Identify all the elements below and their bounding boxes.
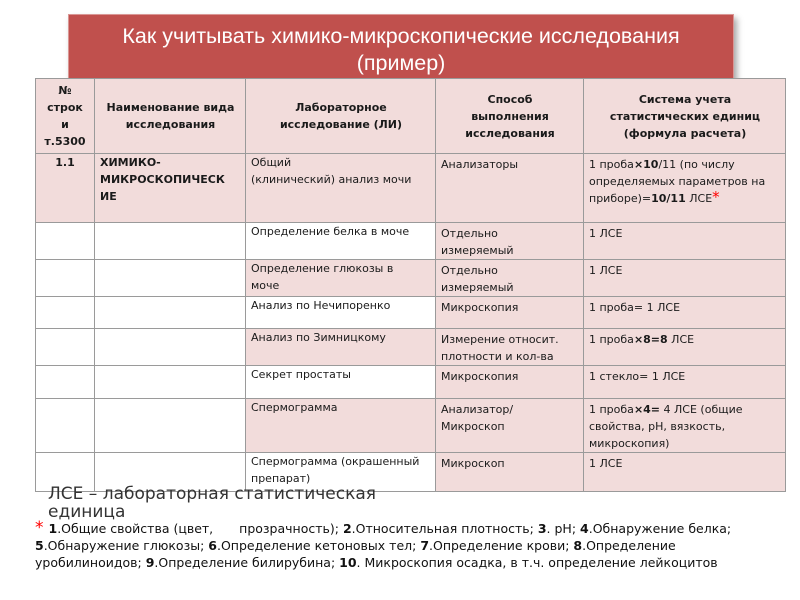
header-test-type	[95, 79, 246, 154]
cell-test-type	[95, 329, 246, 366]
bold-text: 5	[35, 538, 44, 553]
table-row	[36, 329, 786, 366]
title-banner	[68, 14, 734, 84]
text-run: уробилиноидов;	[35, 555, 146, 570]
cell-formula	[584, 329, 786, 366]
cell-line: исследования	[125, 118, 216, 131]
cell-line: и	[61, 118, 69, 131]
bold-text: 10/11	[651, 192, 686, 205]
formula-line	[589, 418, 781, 435]
bold-text: 7	[420, 538, 430, 553]
text-run: прозрачность);	[239, 521, 343, 536]
header-formula	[584, 79, 786, 154]
title-line-1: Как учитывать химико-микроскопические исследования	[122, 24, 680, 48]
cell-line: исследования	[465, 126, 555, 140]
header-method	[436, 79, 584, 154]
cell-line: Отдельно	[441, 227, 498, 240]
text-run: 1 ЛСЕ	[589, 227, 623, 240]
cell-line: Спермограмма (окрашенный	[251, 455, 420, 468]
text-run: .Определение	[582, 538, 676, 553]
footnote-asterisk: *	[712, 188, 720, 206]
cell-line: (клинический) анализ мочи	[251, 173, 412, 186]
text-run: .Определение крови;	[429, 538, 574, 553]
cell-test-type	[95, 260, 246, 297]
cell-line: Измерение относит.	[441, 333, 559, 346]
cell-line: ХИМИКО-	[100, 156, 161, 169]
formula-line	[589, 156, 781, 173]
cell-line-number	[36, 260, 95, 297]
table-row	[36, 260, 786, 297]
table-row	[36, 223, 786, 260]
header-lab-test	[246, 79, 436, 154]
footnote-asterisk: *	[35, 518, 44, 538]
text-run: .Обнаружение белка;	[588, 521, 732, 536]
bold-text: ×10	[633, 158, 659, 171]
cell-line: плотности и кол-ва	[441, 350, 554, 363]
cell-test-type	[95, 366, 246, 399]
cell-formula	[584, 366, 786, 399]
cell-formula	[584, 399, 786, 453]
text-run: 1 проба	[589, 158, 634, 171]
text-run: определяемых параметров на	[589, 175, 766, 188]
footnote-line	[35, 520, 795, 537]
cell-line-number	[36, 223, 95, 260]
cell-formula	[584, 297, 786, 329]
cell-lab-test	[246, 366, 436, 399]
text-run: .Определение билирубина;	[154, 555, 340, 570]
cell-line: измеряемый	[441, 281, 514, 294]
cell-test-type	[95, 223, 246, 260]
formula-line	[589, 225, 781, 242]
table-header-row	[36, 79, 786, 154]
cell-lab-test	[246, 154, 436, 223]
bold-text: 8	[573, 538, 583, 553]
text-run: свойства, pH, вязкость,	[589, 420, 726, 433]
cell-lab-test	[246, 223, 436, 260]
cell-lab-test	[246, 399, 436, 453]
cell-line: измеряемый	[441, 244, 514, 257]
text-run: прибоpе)=	[589, 192, 652, 205]
cell-line-number	[36, 366, 95, 399]
cell-line: Анализаторы	[441, 158, 519, 171]
bold-text: 9	[145, 555, 155, 570]
formula-line	[589, 299, 781, 316]
cell-line: Отдельно	[441, 264, 498, 277]
text-run: .Обнаружение глюкозы;	[43, 538, 209, 553]
cell-line-number	[36, 297, 95, 329]
cell-line: №	[58, 84, 72, 97]
cell-method	[436, 453, 584, 492]
cell-line: строк	[47, 101, 83, 114]
cell-line: Общий	[251, 156, 292, 169]
cell-line-number: 1.1	[36, 154, 95, 223]
cell-lab-test	[246, 260, 436, 297]
text-run: .Относительная плотность;	[351, 521, 538, 536]
cell-line: Микроскопия	[441, 370, 519, 383]
cell-line: Анализатор/	[441, 403, 514, 416]
text-run: 4 ЛСЕ (общие	[660, 403, 743, 416]
cell-line: Секрет простаты	[251, 368, 351, 381]
text-run: 1 проба= 1 ЛСЕ	[589, 301, 681, 314]
formula-line	[589, 435, 781, 452]
bold-text: ×8=8	[633, 333, 668, 346]
cell-formula	[584, 223, 786, 260]
cell-line: Спермограмма	[251, 401, 338, 414]
page-title	[69, 23, 733, 77]
text-run: 1 проба	[589, 333, 634, 346]
cell-line-number	[36, 329, 95, 366]
cell-method	[436, 260, 584, 297]
cell-test-type	[95, 399, 246, 453]
cell-line: т.5300	[44, 135, 86, 148]
cell-line: Определение белка в моче	[251, 225, 410, 238]
text-run: ЛСЕ	[667, 333, 695, 346]
cell-method	[436, 223, 584, 260]
text-run: /11 (по числу	[658, 158, 735, 171]
text-run: 1 стекло= 1 ЛСЕ	[589, 370, 686, 383]
bold-text: 10	[339, 555, 357, 570]
cell-line: Анализ по Нечипоренко	[251, 299, 391, 312]
table-row	[36, 366, 786, 399]
text-run: . pH;	[546, 521, 581, 536]
bold-text: 2	[342, 521, 352, 536]
header-line-number	[36, 79, 95, 154]
formula-line	[589, 401, 781, 418]
cell-line: моче	[251, 279, 280, 292]
text-run: .Определение кетоновых тел;	[216, 538, 421, 553]
text-run: 1 ЛСЕ	[589, 457, 623, 470]
cell-line: выполнения	[471, 109, 549, 123]
cell-line: Определение глюкозы в	[251, 262, 394, 275]
cell-line: препарат)	[251, 472, 311, 485]
text-run: 1 ЛСЕ	[589, 264, 623, 277]
cell-test-type	[95, 154, 246, 223]
cell-formula	[584, 453, 786, 492]
cell-lab-test	[246, 329, 436, 366]
cell-method	[436, 154, 584, 223]
cell-formula	[584, 154, 786, 223]
cell-line: Способ	[487, 92, 533, 106]
table-row	[36, 399, 786, 453]
text-run: микроскопия)	[589, 437, 670, 450]
table-body	[36, 79, 786, 492]
formula-line	[589, 173, 781, 190]
cell-line: Наименование вида	[106, 101, 235, 114]
cell-lab-test	[246, 297, 436, 329]
formula-line	[589, 190, 781, 207]
formula-line	[589, 262, 781, 279]
table-row	[36, 297, 786, 329]
footnote	[35, 520, 795, 571]
cell-method	[436, 366, 584, 399]
text-run: ЛСЕ	[685, 192, 713, 205]
cell-line: ИЕ	[100, 190, 117, 203]
footnote-line	[35, 537, 795, 554]
cell-line: Анализ по Зимницкому	[251, 331, 386, 344]
cell-method	[436, 399, 584, 453]
bold-text: 3	[537, 521, 547, 536]
lse-legend	[48, 485, 408, 521]
text-run: .Общие свойства (цвет,	[57, 521, 214, 536]
cell-test-type	[95, 297, 246, 329]
cell-method	[436, 297, 584, 329]
cell-line: Микроскоп	[441, 457, 505, 470]
cell-line: статистических единиц	[609, 109, 761, 123]
reference-table	[35, 78, 786, 492]
cell-method	[436, 329, 584, 366]
legend-line-2: единица	[48, 502, 126, 522]
table-row	[36, 154, 786, 223]
cell-line-number	[36, 399, 95, 453]
cell-line: Микроскоп	[441, 420, 505, 433]
footnote-line	[35, 554, 795, 571]
bold-text: 1	[48, 521, 58, 536]
bold-text: 4	[580, 521, 589, 536]
cell-line: Микроскопия	[441, 301, 519, 314]
legend-line-1: ЛСЕ – лабораторная статистическая	[48, 484, 377, 504]
title-line-2: (пример)	[356, 51, 446, 75]
text-run: 1 проба	[589, 403, 634, 416]
formula-line	[589, 368, 781, 385]
text-run: . Микроскопия осадка, в т.ч. определение лейкоцитов	[356, 555, 718, 570]
cell-line: (формула расчета)	[623, 126, 747, 140]
cell-line: Лабораторное	[295, 101, 387, 114]
bold-text: 6	[208, 538, 217, 553]
bold-text: ×4=	[633, 403, 661, 416]
cell-line: МИКРОСКОПИЧЕСК	[100, 173, 225, 186]
cell-line: исследование (ЛИ)	[279, 118, 403, 131]
cell-line: Система учета	[638, 92, 732, 106]
formula-line	[589, 455, 781, 472]
cell-formula	[584, 260, 786, 297]
formula-line	[589, 331, 781, 348]
